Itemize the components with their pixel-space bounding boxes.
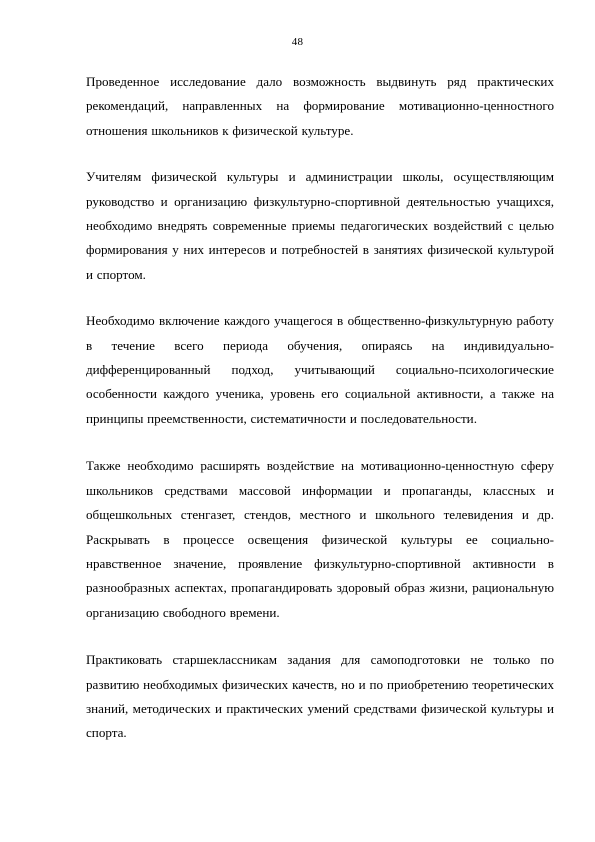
paragraph-media-influence: Также необходимо расширять воздействие на мотивационно-ценностную сферу школьников средствами массовой информации и пропаганды, классных и общешкольных стенгазет, стендов, местного и школьного телевидения и др. Раскрывать в процессе освещения физической культуры ее социально-нравственное значение, проявление физкультурно-спортивной активности в разнообразных аспектах, пропагандировать здоровый образ жизни, рациональную организацию свободного времени.	[86, 458, 554, 620]
document-body	[86, 70, 554, 768]
paragraph-teachers-administration: Учителям физической культуры и администрации школы, осуществляющим руководство и организацию физкультурно-спортивной деятельностью учащихся, необходимо внедрять современные приемы педагогических воздействий с целью формирования у них интересов и потребностей в занятиях физической культурой и спортом.	[86, 169, 554, 282]
paragraph-student-involvement: Необходимо включение каждого учащегося в общественно-физкультурную работу в течение всего периода обучения, опираясь на индивидуально-дифференцированный подход, учитывающий социально-психологические особенности каждого ученика, уровень его социальной активности, а также на принципы преемственности, систематичности и последовательности.	[86, 313, 554, 426]
paragraph-self-training-tasks: Практиковать старшеклассникам задания для самоподготовки не только по развитию необходимых физических качеств, но и по приобретению теоретических знаний, методических и практических умений средствами физической культуры и спорта.	[86, 652, 554, 741]
paragraph-recommendations-intro: Проведенное исследование дало возможность выдвинуть ряд практических рекомендаций, направленных на формирование мотивационно-ценностного отношения школьников к физической культуре.	[86, 74, 554, 138]
page-number: 48	[291, 36, 304, 48]
